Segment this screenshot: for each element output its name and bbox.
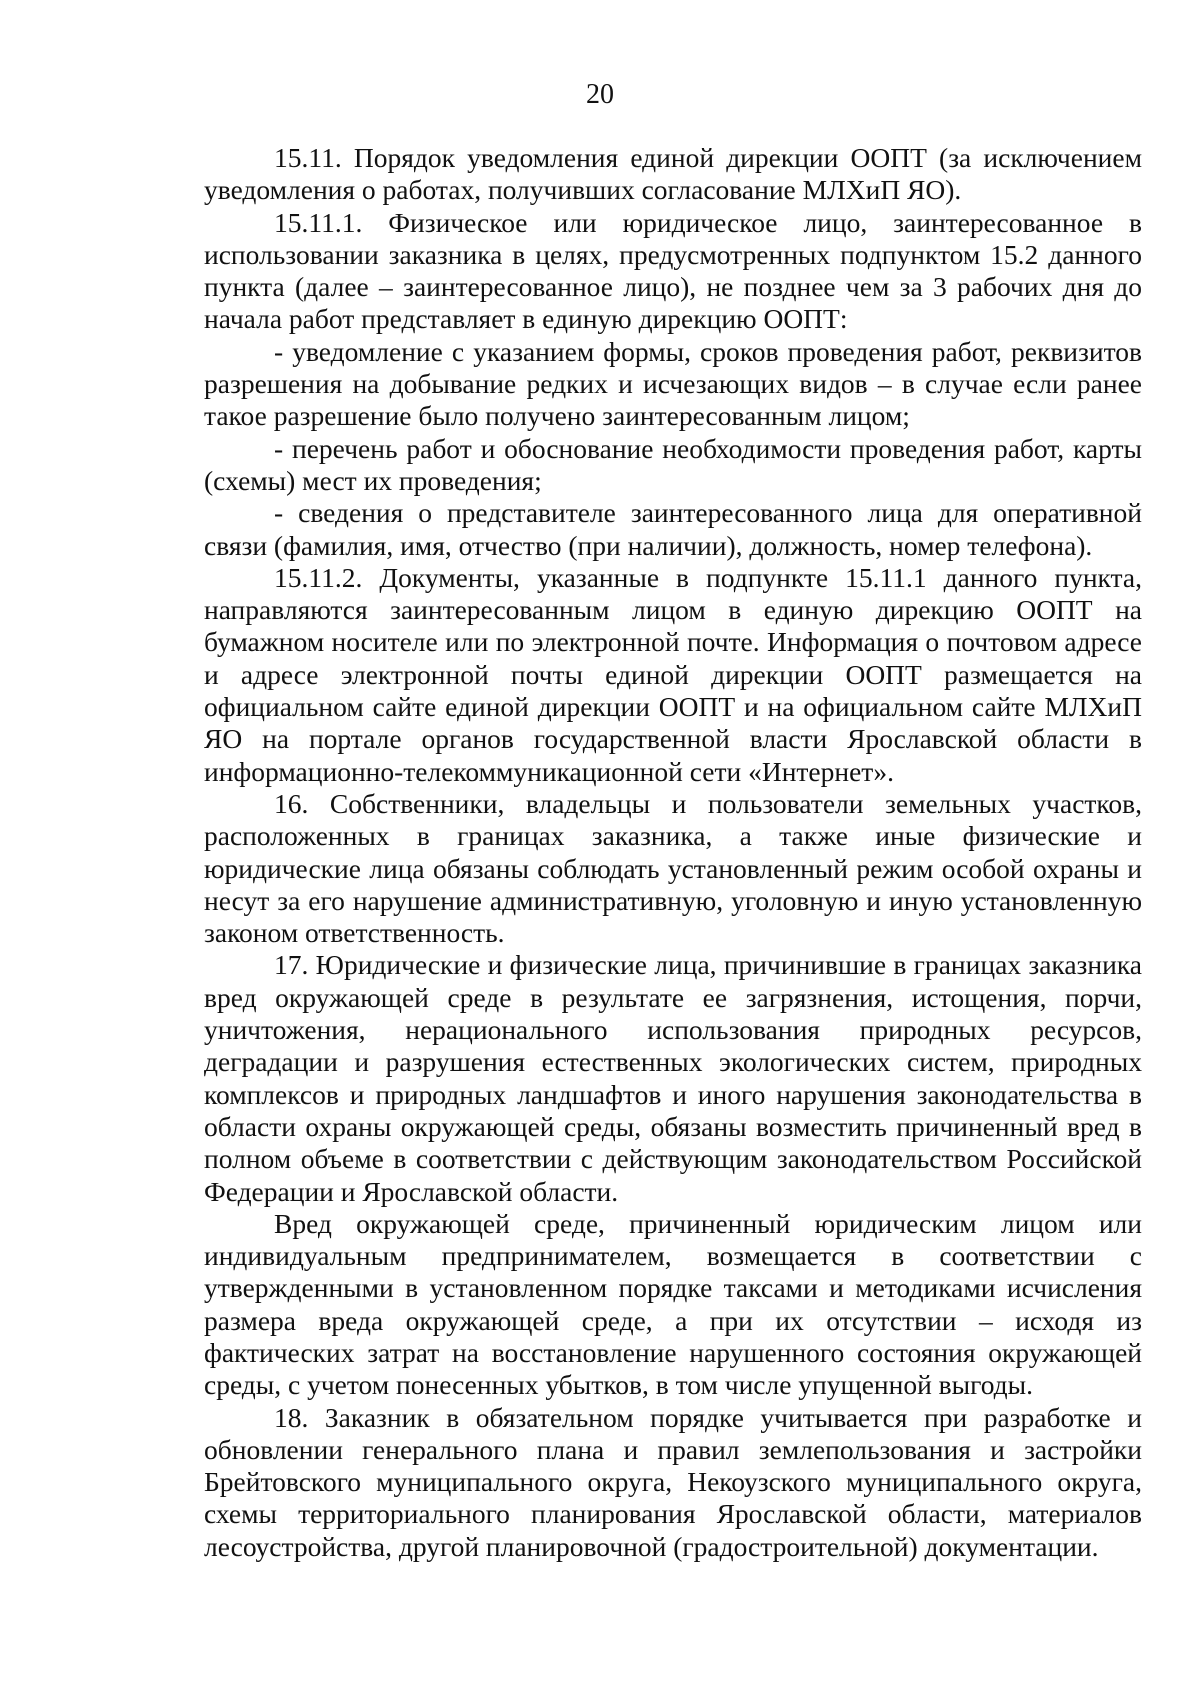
- list-item-notification: - уведомление с указанием формы, сроков проведения работ, реквизитов разрешения на добывание редких и исчезающих видов – в случае если ранее такое разрешение было получено заинтересованным лицом;: [204, 335, 1142, 432]
- list-item-works-list: - перечень работ и обоснование необходимости проведения работ, карты (схемы) мест их проведения;: [204, 432, 1142, 496]
- document-body: [204, 142, 1142, 1563]
- paragraph-harm-compensation: Вред окружающей среде, причиненный юридическим лицом или индивидуальным предпринимателем, возмещается в соответствии с утвержденными в установленном порядке таксами и методиками исчисления размера вреда окружающей среде, а при их отсутствии – исходя из фактических затрат на восстановление нарушенного состояния окружающей среды, с учетом понесенных убытков, в том числе упущенной выгоды.: [204, 1207, 1142, 1401]
- page-number: 20: [586, 79, 614, 110]
- list-item-representative: - сведения о представителе заинтересованного лица для оперативной связи (фамилия, имя, отчество (при наличии), должность, номер телефона).: [204, 497, 1142, 561]
- paragraph-17: 17. Юридические и физические лица, причинившие в границах заказника вред окружающей среде в результате ее загрязнения, истощения, порчи, уничтожения, нерационального использования природных ресурсов, деградации и разрушения естественных экологических систем, природных комплексов и природных ландшафтов и иного нарушения законодательства в области охраны окружающей среды, обязаны возместить причиненный вред в полном объеме в соответствии с действующим законодательством Российской Федерации и Ярославской области.: [204, 949, 1142, 1207]
- paragraph-16: 16. Собственники, владельцы и пользователи земельных участков, расположенных в границах заказника, а также иные физические и юридические лица обязаны соблюдать установленный режим особой охраны и несут за его нарушение административную, уголовную и иную установленную законом ответственность.: [204, 787, 1142, 949]
- paragraph-15-11: 15.11. Порядок уведомления единой дирекции ООПТ (за исключением уведомления о работах, получивших согласование МЛХиП ЯО).: [204, 142, 1142, 206]
- paragraph-15-11-2: 15.11.2. Документы, указанные в подпункте 15.11.1 данного пункта, направляются заинтересованным лицом в единую дирекцию ООПТ на бумажном носителе или по электронной почте. Информация о почтовом адресе и адресе электронной почты единой дирекции ООПТ размещается на официальном сайте единой дирекции ООПТ и на официальном сайте МЛХиП ЯО на портале органов государственной власти Ярославской области в информационно-телекоммуникационной сети «Интернет».: [204, 561, 1142, 787]
- paragraph-15-11-1: 15.11.1. Физическое или юридическое лицо, заинтересованное в использовании заказника в целях, предусмотренных подпунктом 15.2 данного пункта (далее – заинтересованное лицо), не позднее чем за 3 рабочих дня до начала работ представляет в единую дирекцию ООПТ:: [204, 206, 1142, 335]
- paragraph-18: 18. Заказник в обязательном порядке учитывается при разработке и обновлении генерального плана и правил землепользования и застройки Брейтовского муниципального округа, Некоузского муниципального округа, схемы территориального планирования Ярославской области, материалов лесоустройства, другой планировочной (градостроительной) документации.: [204, 1401, 1142, 1562]
